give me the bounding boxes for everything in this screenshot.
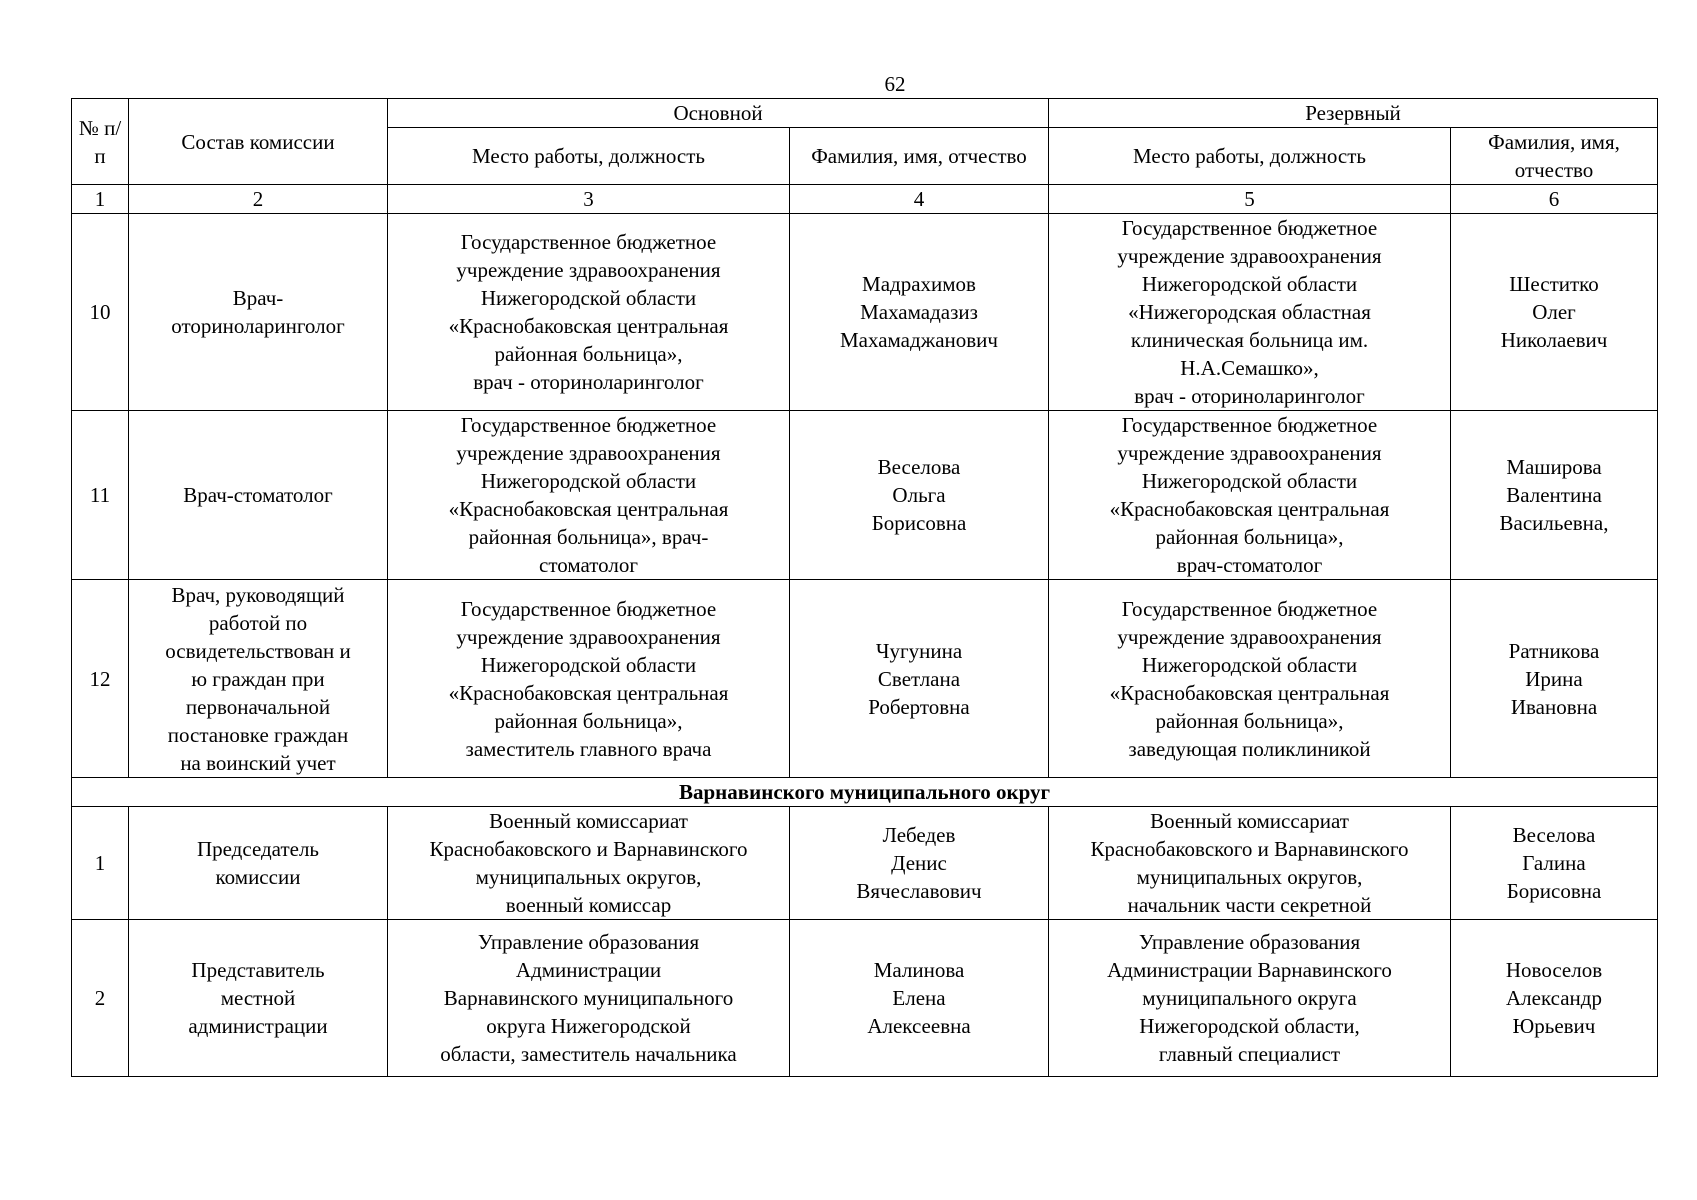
- row-main-name: Лебедев Денис Вячеславович: [790, 807, 1049, 920]
- column-number: 3: [388, 185, 790, 214]
- row-num: 2: [72, 920, 129, 1077]
- row-main-place: Государственное бюджетное учреждение здравоохранения Нижегородской области «Краснобаковская центральная районная больница», врач- стоматолог: [388, 411, 790, 580]
- row-role: Врач, руководящий работой по освидетельствован и ю граждан при первоначальной постановке граждан на воинский учет: [129, 580, 388, 778]
- header-main-fio: Фамилия, имя, отчество: [790, 128, 1049, 185]
- row-reserve-place: Управление образования Администрации Варнавинского муниципального округа Нижегородской области, главный специалист: [1049, 920, 1451, 1077]
- row-num: 10: [72, 214, 129, 411]
- row-num: 1: [72, 807, 129, 920]
- row-main-name: Малинова Елена Алексеевна: [790, 920, 1049, 1077]
- column-number: 1: [72, 185, 129, 214]
- header-reserve: Резервный: [1049, 99, 1658, 128]
- header-row-top: [72, 99, 1658, 128]
- table-row: [72, 807, 1658, 920]
- column-number: 4: [790, 185, 1049, 214]
- row-main-place: Государственное бюджетное учреждение здравоохранения Нижегородской области «Краснобаковская центральная районная больница», заместитель главного врача: [388, 580, 790, 778]
- table-row: [72, 214, 1658, 411]
- section-header-row: [72, 778, 1658, 807]
- row-reserve-place: Военный комиссариат Краснобаковского и Варнавинского муниципальных округов, начальник части секретной: [1049, 807, 1451, 920]
- header-reserve-workplace: Место работы, должность: [1049, 128, 1451, 185]
- row-role: Врач-стоматолог: [129, 411, 388, 580]
- column-numbers-row: [72, 185, 1658, 214]
- column-number: 2: [129, 185, 388, 214]
- table-row: [72, 580, 1658, 778]
- header-main: Основной: [388, 99, 1049, 128]
- row-main-name: Чугунина Светлана Робертовна: [790, 580, 1049, 778]
- table-row: [72, 411, 1658, 580]
- row-reserve-name: Маширова Валентина Васильевна,: [1451, 411, 1658, 580]
- header-num: № п/п: [72, 99, 129, 185]
- row-main-place: Военный комиссариат Краснобаковского и Варнавинского муниципальных округов, военный комиссар: [388, 807, 790, 920]
- column-number: 6: [1451, 185, 1658, 214]
- column-number: 5: [1049, 185, 1451, 214]
- row-reserve-name: Новоселов Александр Юрьевич: [1451, 920, 1658, 1077]
- table-row: [72, 920, 1658, 1077]
- commission-table: [71, 98, 1658, 1077]
- row-main-place: Управление образования Администрации Варнавинского муниципального округа Нижегородской области, заместитель начальника: [388, 920, 790, 1077]
- row-role: Представитель местной администрации: [129, 920, 388, 1077]
- row-reserve-place: Государственное бюджетное учреждение здравоохранения Нижегородской области «Краснобаковская центральная районная больница», заведующая поликлиникой: [1049, 580, 1451, 778]
- row-role: Врач- оториноларинголог: [129, 214, 388, 411]
- row-num: 12: [72, 580, 129, 778]
- section-title: Варнавинского муниципального округ: [72, 778, 1658, 807]
- row-reserve-name: Ратникова Ирина Ивановна: [1451, 580, 1658, 778]
- row-role: Председатель комиссии: [129, 807, 388, 920]
- row-main-place: Государственное бюджетное учреждение здравоохранения Нижегородской области «Краснобаковская центральная районная больница», врач - оториноларинголог: [388, 214, 790, 411]
- row-reserve-name: Шеститко Олег Николаевич: [1451, 214, 1658, 411]
- row-main-name: Веселова Ольга Борисовна: [790, 411, 1049, 580]
- row-reserve-name: Веселова Галина Борисовна: [1451, 807, 1658, 920]
- row-reserve-place: Государственное бюджетное учреждение здравоохранения Нижегородской области «Краснобаковская центральная районная больница», врач-стоматолог: [1049, 411, 1451, 580]
- header-composition: Состав комиссии: [129, 99, 388, 185]
- row-main-name: Мадрахимов Махамадазиз Махамаджанович: [790, 214, 1049, 411]
- row-num: 11: [72, 411, 129, 580]
- header-main-workplace: Место работы, должность: [388, 128, 790, 185]
- header-reserve-fio: Фамилия, имя, отчество: [1451, 128, 1658, 185]
- page-number: 62: [884, 72, 906, 96]
- row-reserve-place: Государственное бюджетное учреждение здравоохранения Нижегородской области «Нижегородская областная клиническая больница им. Н.А.Семашко», врач - оториноларинголог: [1049, 214, 1451, 411]
